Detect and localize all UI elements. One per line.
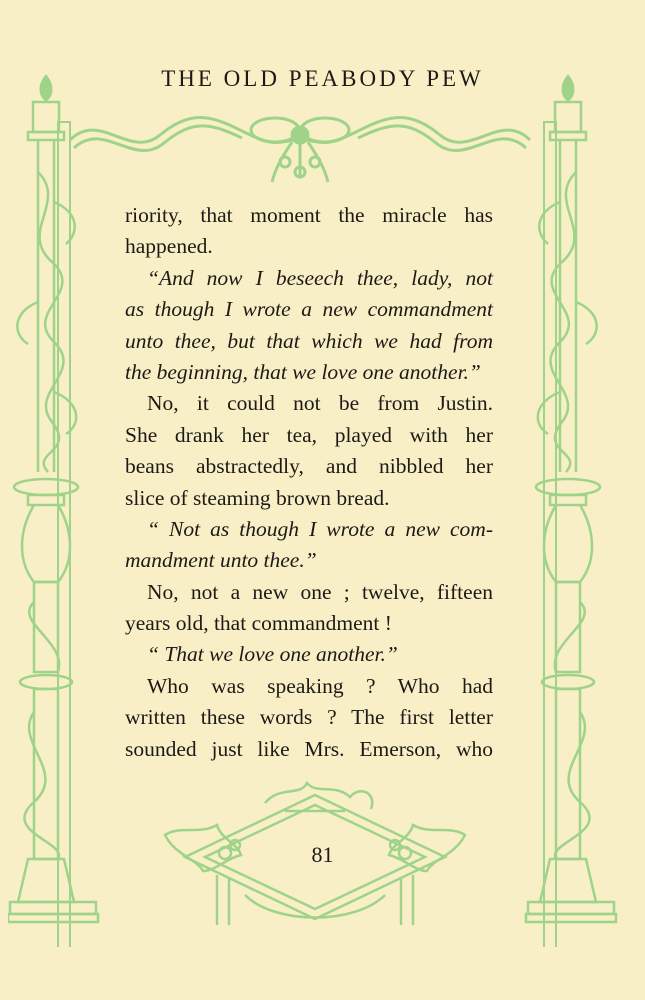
right-candlestick-ornament-icon	[520, 62, 620, 947]
text-line: She drank her tea, played with her	[125, 422, 493, 447]
text-line: mandment unto thee.”	[125, 548, 317, 573]
text-line: Who was speaking ? Who had	[147, 673, 493, 698]
text-line: written these words ? The first letter	[125, 705, 493, 730]
ribbon-bow-ornament-icon	[60, 100, 540, 190]
text-line: No, it could not be from Justin.	[147, 391, 493, 416]
text-line: “And now I beseech thee, lady, not	[147, 265, 493, 290]
text-line: slice of steaming brown bread.	[125, 485, 390, 510]
body-text	[125, 200, 493, 765]
page-number: 81	[311, 842, 334, 867]
text-line: unto thee, but that which we had from	[125, 328, 493, 353]
text-line: happened.	[125, 234, 213, 259]
text-line: “ Not as though I wrote a new com-	[147, 516, 493, 541]
text-line: riority, that moment the miracle has	[125, 203, 493, 227]
running-title: THE OLD PEABODY PEW	[161, 66, 484, 91]
text-line: the beginning, that we love one another.”	[125, 359, 481, 384]
text-line: as though I wrote a new commandment	[125, 297, 493, 322]
text-line: years old, that commandment !	[125, 611, 392, 636]
left-candlestick-ornament-icon	[8, 62, 108, 947]
text-line: beans abstractedly, and nibbled her	[125, 454, 493, 479]
text-line: No, not a new one ; twelve, fifteen	[147, 579, 493, 604]
text-line: “ That we love one another.”	[147, 642, 398, 667]
text-line: sounded just like Mrs. Emerson, who	[125, 736, 493, 761]
